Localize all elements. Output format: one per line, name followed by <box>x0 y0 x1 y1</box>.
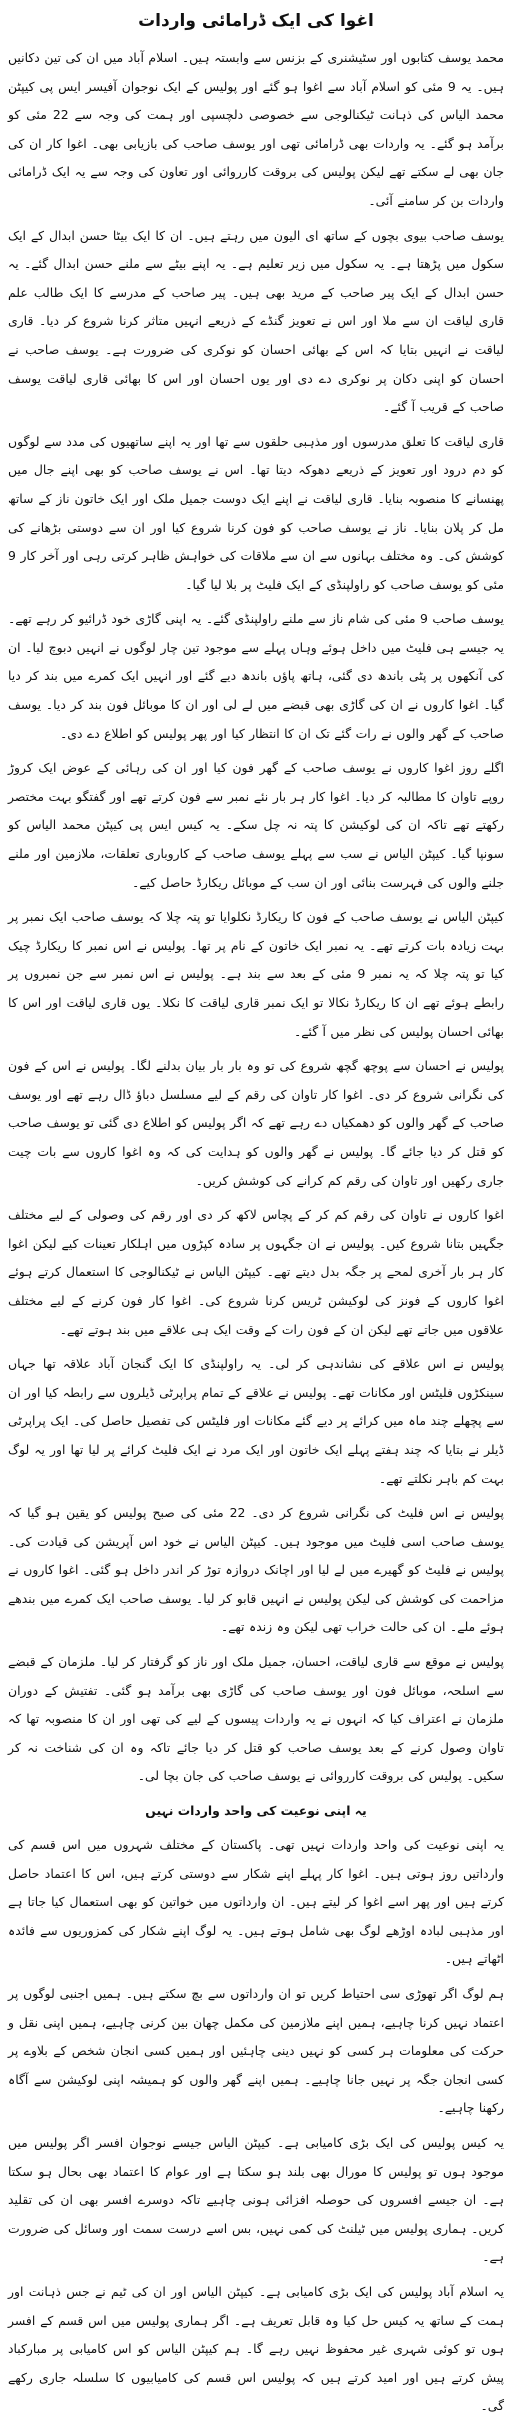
article-paragraph: یوسف صاحب 9 مئی کی شام ناز سے ملنے راولپنڈی گئے۔ یہ اپنی گاڑی خود ڈرائیو کر رہے تھے۔ یہ جیسے ہی فلیٹ میں داخل ہوئے وہاں پہلے سے موجود تین چار لوگوں نے انہیں دبوچ لیا۔ ان کی آنکھوں پر پٹی باندھ دی گئی، ہاتھ پاؤں باندھ دیے گئے اور انہیں ایک کمرے میں بند کر دیا گیا۔ اغوا کاروں نے ان کی گاڑی بھی قبضے میں لے لی اور ان کا موبائل فون بند کر دیا۔ یوسف صاحب کے گھر والوں نے رات گئے تک ان کا انتظار کیا اور پھر پولیس کو اطلاع دے دی۔ <box>8 611 504 741</box>
article-paragraph: کیپٹن الیاس نے یوسف صاحب کے فون کا ریکارڈ نکلوایا تو پتہ چلا کہ یوسف صاحب ایک نمبر پر بہت زیادہ بات کرتے تھے۔ یہ نمبر ایک خاتون کے نام پر تھا۔ پولیس نے اس نمبر کا ریکارڈ چیک کیا تو پتہ چلا کہ یہ نمبر 9 مئی کے بعد سے بند ہے۔ پولیس نے اس نمبر سے جن نمبروں پر رابطے ہوئے تھے ان کا ریکارڈ نکالا تو ایک نمبر قاری لیاقت کا نکلا۔ یوں قاری لیاقت اور اس کا بھائی احسان پولیس کی نظر میں آ گئے۔ <box>8 909 504 1039</box>
closing-paragraph: ہم لوگ اگر تھوڑی سی احتیاط کریں تو ان وارداتوں سے بچ سکتے ہیں۔ ہمیں اجنبی لوگوں پر اعتماد نہیں کرنا چاہیے، ہمیں اپنے ملازمین کی مکمل چھان بین کرنی چاہیے، ہمیں اپنی نقل و حرکت کی معلومات ہر کسی کو نہیں دینی چاہئیں اور ہمیں کسی انجان شخص کے بلاوے پر کسی انجان جگہ پر نہیں جانا چاہیے۔ ہمیں اپنے گھر والوں کو ہمیشہ اپنی لوکیشن سے آگاہ رکھنا چاہیے۔ <box>8 1986 504 2116</box>
article-paragraph: اغوا کاروں نے تاوان کی رقم کم کر کے پچاس لاکھ کر دی اور رقم کی وصولی کے لیے مختلف جگہیں بتانا شروع کیں۔ پولیس نے ان جگہوں پر سادہ کپڑوں میں اہلکار تعینات کیے لیکن اغوا کار ہر بار آخری لمحے پر جگہ بدل دیتے تھے۔ کیپٹن الیاس نے ٹیکنالوجی کا استعمال کرتے ہوئے اغوا کاروں کے فونز کی لوکیشن ٹریس کرنا شروع کی۔ اغوا کار فون کرنے کے لیے مختلف علاقوں میں جاتے تھے لیکن ان کے فون رات کے وقت ایک ہی علاقے میں بند ہوتے تھے۔ <box>8 1207 504 1337</box>
article-paragraph: پولیس نے موقع سے قاری لیاقت، احسان، جمیل ملک اور ناز کو گرفتار کر لیا۔ ملزمان کے قبضے سے اسلحہ، موبائل فون اور یوسف صاحب کی گاڑی بھی برآمد ہو گئی۔ تفتیش کے دوران ملزمان نے اعتراف کیا کہ انہوں نے یہ واردات پیسوں کے لیے کی تھی اور ان کا منصوبہ تھا کہ تاوان وصول کرنے کے بعد یوسف صاحب کو قتل کر دیا جائے تاکہ وہ ان کی شناخت نہ کر سکیں۔ پولیس کی بروقت کارروائی نے یوسف صاحب کی جان بچا لی۔ <box>8 1654 504 1784</box>
article-paragraph: پولیس نے اس فلیٹ کی نگرانی شروع کر دی۔ 22 مئی کی صبح پولیس کو یقین ہو گیا کہ یوسف صاحب اسی فلیٹ میں موجود ہیں۔ کیپٹن الیاس نے خود اس آپریشن کی قیادت کی۔ پولیس نے فلیٹ کو گھیرے میں لے لیا اور اچانک دروازہ توڑ کر اندر داخل ہو گئی۔ اغوا کاروں نے مزاحمت کی کوشش کی لیکن پولیس نے انہیں قابو کر لیا۔ یوسف صاحب ایک کمرے میں بندھے ہوئے ملے۔ ان کی حالت خراب تھی لیکن وہ زندہ تھے۔ <box>8 1505 505 1635</box>
article-closing <box>8 1831 504 2421</box>
article-title: اغوا کی ایک ڈرامائی واردات <box>138 11 374 31</box>
article-paragraph: پولیس نے احسان سے پوچھ گچھ شروع کی تو وہ بار بار بیان بدلنے لگا۔ پولیس نے اس کے فون کی نگرانی شروع کر دی۔ اغوا کار تاوان کی رقم کے لیے مسلسل دباؤ ڈال رہے تھے اور یوسف صاحب کے گھر والوں کو دھمکیاں دے رہے تھے کہ اگر پولیس کو اطلاع دی گئی تو یوسف صاحب کو قتل کر دیا جائے گا۔ پولیس نے گھر والوں کو ہدایت کی کہ وہ اغوا کاروں سے بات چیت جاری رکھیں اور تاوان کی رقم کم کرانے کی کوشش کریں۔ <box>8 1058 504 1188</box>
article-paragraph: پولیس نے اس علاقے کی نشاندہی کر لی۔ یہ راولپنڈی کا ایک گنجان آباد علاقہ تھا جہاں سینکڑوں فلیٹس اور مکانات تھے۔ پولیس نے علاقے کے تمام پراپرٹی ڈیلروں سے رابطہ کیا اور ان سے پچھلے چند ماہ میں کرائے پر دیے گئے مکانات اور فلیٹس کی تفصیل حاصل کی۔ ایک پراپرٹی ڈیلر نے بتایا کہ چند ہفتے پہلے ایک خاتون اور ایک مرد نے ایک فلیٹ کرائے پر لیا تھا اور یہ لوگ بہت کم باہر نکلتے تھے۔ <box>8 1356 504 1486</box>
article-paragraph: یوسف صاحب بیوی بچوں کے ساتھ ای الیون میں رہتے ہیں۔ ان کا ایک بیٹا حسن ابدال کے ایک سکول میں پڑھتا ہے۔ یہ سکول میں زیر تعلیم ہے۔ یہ اپنے بیٹے سے ملنے حسن ابدال گئے۔ یہ حسن ابدال کے ایک پیر صاحب کے مرید بھی ہیں۔ پیر صاحب کے مدرسے کا ایک طالب علم قاری لیاقت ان سے ملا اور اس نے تعویز گنڈے کے ذریعے انہیں متاثر کرنا شروع کر دیا۔ قاری لیاقت نے انہیں بتایا کہ اس کے بھائی احسان کو نوکری کی ضرورت ہے۔ یوسف صاحب نے احسان کو اپنی دکان پر نوکری دے دی اور یوں احسان اور اس کا بھائی قاری لیاقت یوسف صاحب کے قریب آ گئے۔ <box>8 227 504 415</box>
article-paragraph: محمد یوسف کتابوں اور سٹیشنری کے بزنس سے وابستہ ہیں۔ اسلام آباد میں ان کی تین دکانیں ہیں۔ یہ 9 مئی کو اسلام آباد سے اغوا ہو گئے اور پولیس کے ایک نوجوان آفیسر ایس پی کیپٹن محمد الیاس کی ذہانت ٹیکنالوجی سے خصوصی دلچسپی اور ہمت کی وجہ سے 22 مئی کو برآمد ہو گئے۔ یہ واردات بھی ڈرامائی تھی اور یوسف صاحب کی بازیابی بھی۔ اغوا کار ان کی جان بھی لے سکتے تھے لیکن پولیس کی بروقت کارروائی اور تعاون کی وجہ سے یہ ایک ڈرامائی واردات بن کر سامنے آئی۔ <box>8 50 505 208</box>
closing-paragraph: یہ اپنی نوعیت کی واحد واردات نہیں تھی۔ پاکستان کے مختلف شہروں میں اس قسم کی وارداتیں روز ہوتی ہیں۔ اغوا کار پہلے اپنے شکار سے دوستی کرتے ہیں، اس کا اعتماد حاصل کرتے ہیں اور پھر اسے اغوا کر لیتے ہیں۔ ان وارداتوں میں خواتین کو بھی استعمال کیا جاتا ہے اور مذہبی لبادہ اوڑھے لوگ بھی شامل ہوتے ہیں۔ یہ لوگ اپنے شکار کی کمزوریوں سے فائدہ اٹھاتے ہیں۔ <box>8 1837 504 1967</box>
section-heading: یہ اپنی نوعیت کی واحد واردات نہیں <box>145 1803 367 1819</box>
article-body <box>8 44 504 1791</box>
closing-paragraph: یہ کیس پولیس کی ایک بڑی کامیابی ہے۔ کیپٹن الیاس جیسے نوجوان افسر اگر پولیس میں موجود ہوں تو پولیس کا مورال بھی بلند ہو سکتا ہے اور عوام کا اعتماد بھی بحال ہو سکتا ہے۔ ان جیسے افسروں کی حوصلہ افزائی ہونی چاہیے تاکہ دوسرے افسر بھی ان کی تقلید کریں۔ ہماری پولیس میں ٹیلنٹ کی کمی نہیں، بس اسے درست سمت اور وسائل کی ضرورت ہے۔ <box>8 2134 504 2265</box>
article-paragraph: قاری لیاقت کا تعلق مدرسوں اور مذہبی حلقوں سے تھا اور یہ اپنے ساتھیوں کی مدد سے لوگوں کو دم درود اور تعویز کے ذریعے دھوکہ دیتا تھا۔ اس نے یوسف صاحب کو بھی اپنے جال میں پھنسانے کا منصوبہ بنایا۔ قاری لیاقت نے اپنے ایک دوست جمیل ملک اور ایک خاتون ناز کے ساتھ مل کر پلان بنایا۔ ناز نے یوسف صاحب کو فون کرنا شروع کیا اور ان سے دوستی بڑھانے کی کوشش کی۔ وہ مختلف بہانوں سے ان سے ملاقات کی خواہش ظاہر کرتی رہی اور آخر کار 9 مئی کو یوسف صاحب کو راولپنڈی کے ایک فلیٹ پر بلا لیا گیا۔ <box>8 433 504 592</box>
article-paragraph: اگلے روز اغوا کاروں نے یوسف صاحب کے گھر فون کیا اور ان کی رہائی کے عوض ایک کروڑ روپے تاوان کا مطالبہ کر دیا۔ اغوا کار ہر بار نئے نمبر سے فون کرتے تھے اور گفتگو بہت مختصر رکھتے تھے تاکہ ان کی لوکیشن کا پتہ نہ چل سکے۔ یہ کیس ایس پی کیپٹن محمد الیاس کو سونپا گیا۔ کیپٹن الیاس نے سب سے پہلے یوسف صاحب کے کاروباری تعلقات، ملازمین اور ملنے جلنے والوں کی فہرست بنائی اور ان سب کے موبائل ریکارڈ حاصل کیے۔ <box>8 760 504 890</box>
closing-paragraph: یہ اسلام آباد پولیس کی ایک بڑی کامیابی ہے۔ کیپٹن الیاس اور ان کی ٹیم نے جس ذہانت اور ہمت کے ساتھ یہ کیس حل کیا وہ قابل تعریف ہے۔ اگر ہماری پولیس میں اس قسم کے افسر ہوں تو کوئی شہری غیر محفوظ نہیں رہے گا۔ ہم کیپٹن الیاس کو اس کامیابی پر مبارکباد پیش کرتے ہیں اور امید کرتے ہیں کہ پولیس اس قسم کی کامیابیوں کا سلسلہ جاری رکھے گی۔ <box>8 2283 504 2414</box>
